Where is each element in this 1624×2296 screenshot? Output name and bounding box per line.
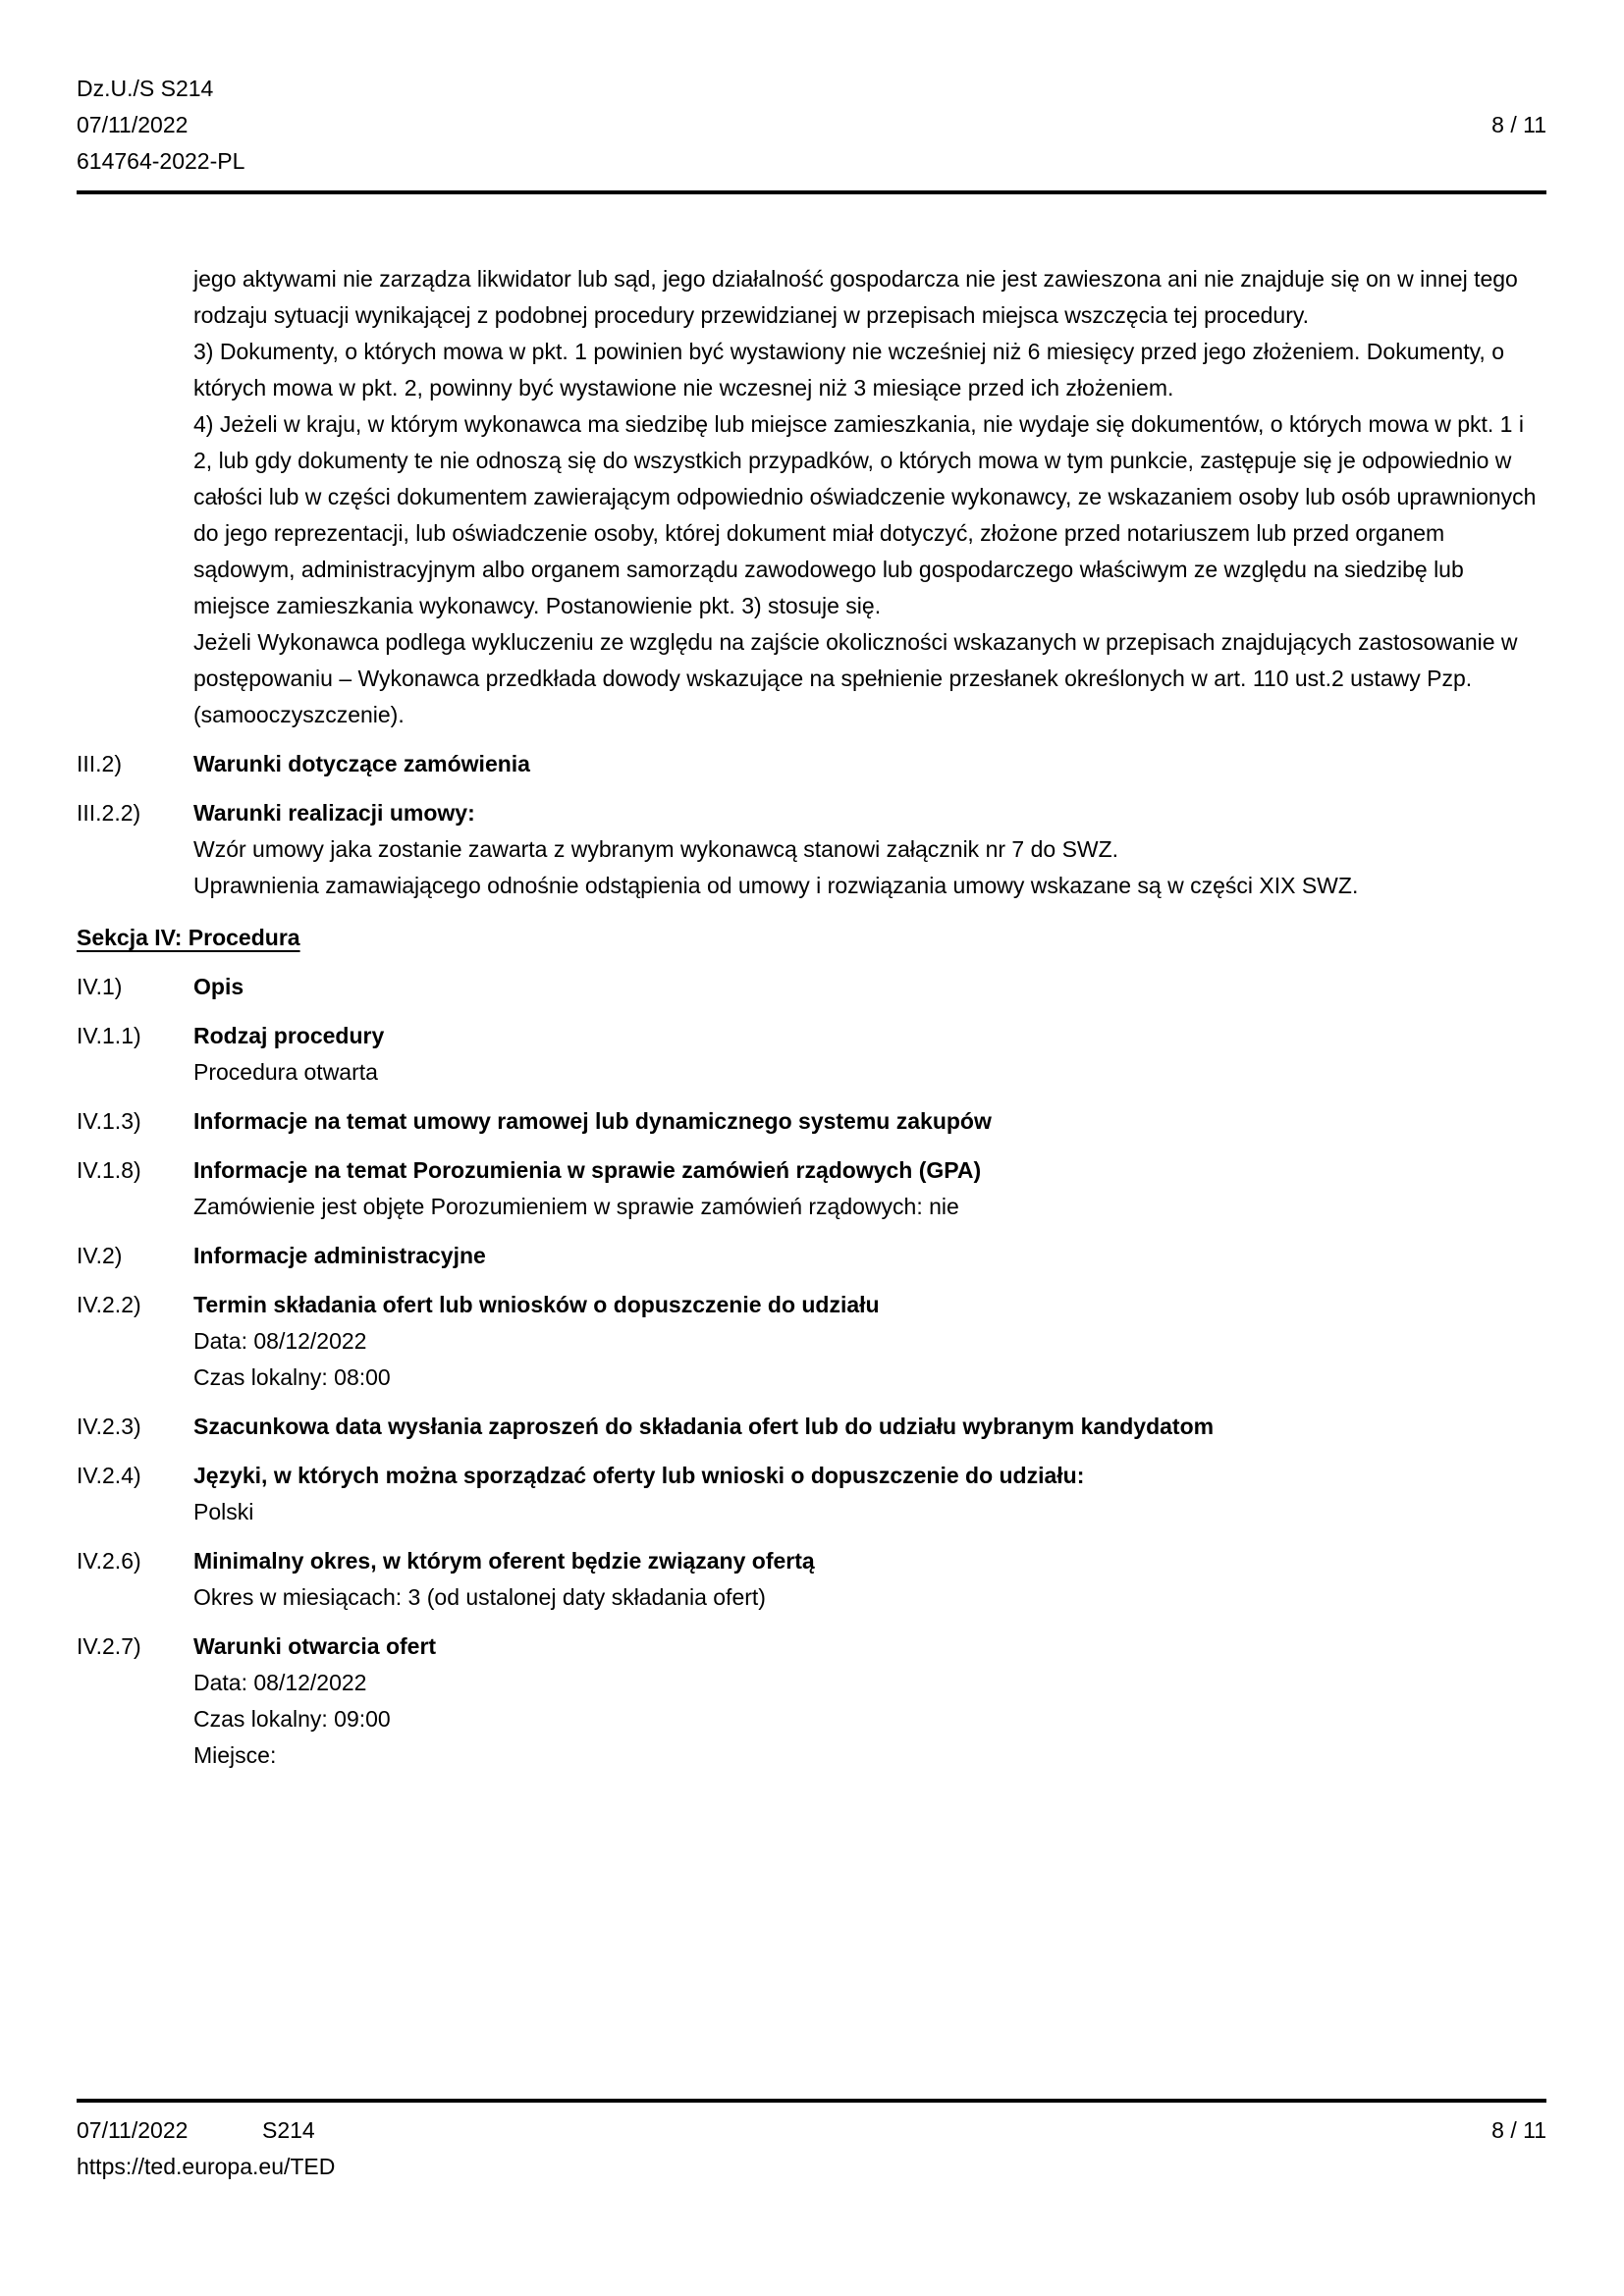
footer-page-indicator: 8 / 11 (1491, 2117, 1546, 2143)
section-row (77, 1238, 1546, 1274)
section-text-line: Czas lokalny: 08:00 (193, 1364, 391, 1390)
header-journal: Dz.U./S S214 (77, 76, 214, 101)
section-text-line: Czas lokalny: 09:00 (193, 1706, 391, 1732)
body-paragraph: 3) Dokumenty, o których mowa w pkt. 1 powinien być wystawiony nie wcześniej niż 6 miesięcy przed jego złożeniem. Dokumenty, o których mowa w pkt. 2, powinny być wystawione nie wczesnej niż 3 miesiące przed ich złożeniem. (193, 339, 1504, 400)
section-label: IV.1.8) (77, 1157, 141, 1183)
page-footer (77, 2099, 1546, 2185)
section-row (77, 1152, 1546, 1225)
page-header (77, 71, 1546, 180)
section-title: Języki, w których można sporządzać oferty lub wnioski o dopuszczenie do udziału: (193, 1463, 1085, 1488)
section-row (77, 746, 1546, 782)
section-row (77, 1287, 1546, 1396)
section-content (193, 969, 1546, 1005)
section-label: IV.2.6) (77, 1548, 141, 1574)
body-paragraph: 4) Jeżeli w kraju, w którym wykonawca ma siedzibę lub miejsce zamieszkania, nie wydaje się dokumentów, o których mowa w pkt. 1 i 2, lub gdy dokumenty te nie odnoszą się do wszystkich przypadków, o których mowa w tym punkcie, zastępuje się je odpowiednio w całości lub w części dokumentem zawierającym odpowiednio oświadczenie wykonawcy, ze wskazaniem osoby lub osób uprawnionych do jego reprezentacji, lub oświadczenie osoby, której dokument miał dotyczyć, złożone przed notariuszem lub przed organem sądowym, administracyjnym albo organem samorządu zawodowego lub gospodarczego właściwym ze względu na siedzibę lub miejsce zamieszkania wykonawcy. Postanowienie pkt. 3) stosuje się. (193, 411, 1537, 618)
footer-date: 07/11/2022 (77, 2117, 189, 2143)
section-text-line: Uprawnienia zamawiającego odnośnie odstąpienia od umowy i rozwiązania umowy wskazane są w części XIX SWZ. (193, 873, 1359, 898)
section-content (193, 1018, 1546, 1091)
section-label: IV.1) (77, 974, 123, 999)
section-label: IV.2.4) (77, 1463, 141, 1488)
section-content (193, 1238, 1546, 1274)
section-text-line: Procedura otwarta (193, 1059, 378, 1085)
body-paragraph: Jeżeli Wykonawca podlega wykluczeniu ze względu na zajście okoliczności wskazanych w przepisach znajdujących zastosowanie w postępowaniu – Wykonawca przedkłada dowody wskazujące na spełnienie przesłanek określonych w art. 110 ust.2 ustawy Pzp. (samooczyszczenie). (193, 629, 1518, 727)
footer-divider (77, 2099, 1546, 2103)
section-row (77, 795, 1546, 904)
section-content (193, 1103, 1546, 1140)
section-label: IV.1.1) (77, 1023, 141, 1048)
section-content (193, 795, 1546, 904)
intro-paragraphs (193, 261, 1546, 733)
section-row (77, 1458, 1546, 1530)
section-row (77, 1409, 1546, 1445)
document-body (77, 261, 1546, 1774)
section-title: Warunki realizacji umowy: (193, 800, 475, 826)
section-content (193, 746, 1546, 782)
section-text-line: Wzór umowy jaka zostanie zawarta z wybranym wykonawcą stanowi załącznik nr 7 do SWZ. (193, 836, 1119, 862)
section-title: Opis (193, 974, 244, 999)
section-title: Warunki dotyczące zamówienia (193, 751, 530, 776)
section-content (193, 1152, 1546, 1225)
footer-url: https://ted.europa.eu/TED (77, 2154, 336, 2179)
section-text-line: Data: 08/12/2022 (193, 1328, 367, 1354)
section-label: IV.1.3) (77, 1108, 141, 1134)
section-title: Informacje administracyjne (193, 1243, 486, 1268)
section-text-line: Zamówienie jest objęte Porozumieniem w sprawie zamówień rządowych: nie (193, 1194, 959, 1219)
intro-block (77, 261, 1546, 733)
header-date: 07/11/2022 (77, 112, 189, 137)
body-paragraph: jego aktywami nie zarządza likwidator lub sąd, jego działalność gospodarcza nie jest zawieszona ani nie znajduje się on w innej tego rodzaju sytuacji wynikającej z podobnej procedury przewidzianej w przepisach miejsca wszczęcia tej procedury. (193, 266, 1518, 328)
footer-series: S214 (262, 2117, 315, 2143)
section-row (77, 1018, 1546, 1091)
section-row (77, 1543, 1546, 1616)
section-row (77, 1103, 1546, 1140)
footer-meta-row (77, 2112, 1546, 2149)
section-label: IV.2.7) (77, 1633, 141, 1659)
header-divider (77, 190, 1546, 194)
section-text-line: Data: 08/12/2022 (193, 1670, 367, 1695)
section-content (193, 1543, 1546, 1616)
section-title: Informacje na temat Porozumienia w sprawie zamówień rządowych (GPA) (193, 1157, 982, 1183)
section-heading: Sekcja IV: Procedura (77, 925, 300, 950)
section-title: Minimalny okres, w którym oferent będzie związany ofertą (193, 1548, 815, 1574)
section-label: IV.2.2) (77, 1292, 141, 1317)
section-title: Informacje na temat umowy ramowej lub dynamicznego systemu zakupów (193, 1108, 992, 1134)
header-page-indicator: 8 / 11 (1491, 112, 1546, 137)
header-doc-id: 614764-2022-PL (77, 148, 245, 174)
section-content (193, 1409, 1546, 1445)
section-row (77, 969, 1546, 1005)
section-text-line: Polski (193, 1499, 254, 1524)
section-text-line: Miejsce: (193, 1742, 277, 1768)
section-label: IV.2) (77, 1243, 123, 1268)
section-title: Rodzaj procedury (193, 1023, 385, 1048)
section-row (77, 1629, 1546, 1774)
section-title: Termin składania ofert lub wniosków o dopuszczenie do udziału (193, 1292, 880, 1317)
section-text-line: Okres w miesiącach: 3 (od ustalonej daty składania ofert) (193, 1584, 766, 1610)
section-content (193, 1458, 1546, 1530)
section-title: Warunki otwarcia ofert (193, 1633, 437, 1659)
section-title: Szacunkowa data wysłania zaproszeń do składania ofert lub do udziału wybranym kandydatom (193, 1414, 1215, 1439)
section-label: III.2.2) (77, 800, 141, 826)
section-content (193, 1287, 1546, 1396)
section-content (193, 1629, 1546, 1774)
section-label: IV.2.3) (77, 1414, 141, 1439)
section-label: III.2) (77, 751, 123, 776)
